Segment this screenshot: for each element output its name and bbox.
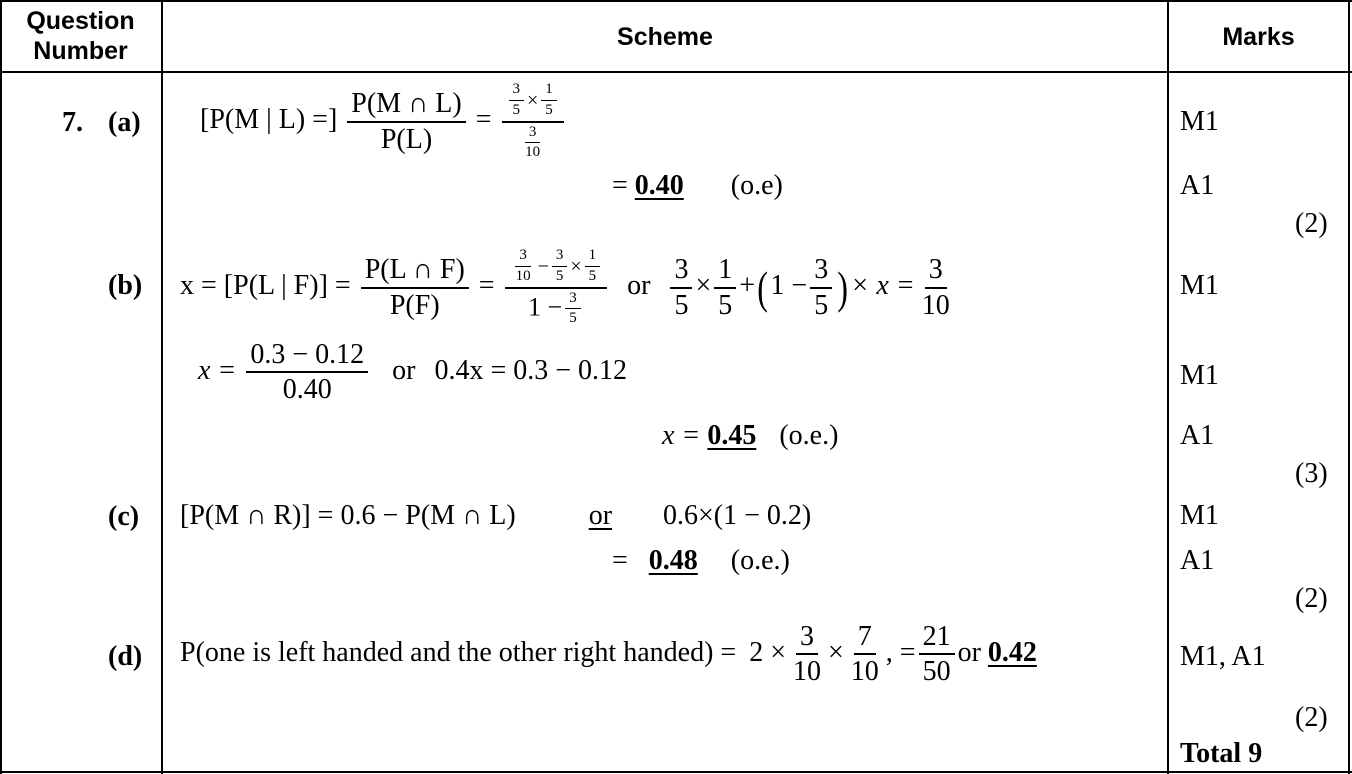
a-numeric-fraction: [502, 82, 564, 161]
b-numeric-numerator: [505, 248, 608, 289]
mark-c-m1: M1: [1180, 500, 1219, 531]
b-or: or: [627, 269, 651, 301]
a-small-den-left: 5: [512, 101, 521, 118]
b-alt-f2d: 5: [718, 289, 733, 321]
c-equals: =: [612, 545, 628, 576]
b-alt-result: [918, 255, 954, 320]
b-lhs: x = [P(L | F)] =: [180, 269, 351, 301]
b-alt-f3n: 3: [810, 255, 832, 288]
b-fraction-denominator: P(F): [389, 289, 440, 321]
a-small-num-left: 3: [509, 82, 525, 101]
b2-numerator: 0.3 − 0.12: [246, 340, 368, 373]
a-small-num-right: 1: [541, 82, 557, 101]
a-small-fraction-den: [521, 125, 544, 162]
b-d1: 10: [515, 267, 531, 284]
a-small-fraction-right: [541, 82, 557, 119]
b-alt-times: ×: [695, 269, 712, 301]
part-label-d: (d): [108, 641, 143, 672]
table-border-top: [0, 0, 1352, 2]
a-result-equals: =: [612, 170, 628, 201]
d-comma-eq: , =: [885, 636, 916, 668]
c-or: or: [588, 500, 613, 531]
scheme-b-line1: [180, 248, 957, 327]
b2-or: or: [392, 354, 416, 386]
a-equals: =: [475, 103, 492, 135]
b-numeric-denominator: [524, 289, 588, 328]
column-divider-marks: [1167, 0, 1169, 774]
d-f1d: 10: [792, 656, 821, 688]
mark-a-m1: M1: [1180, 106, 1219, 137]
b-alt-plus: +: [739, 269, 756, 301]
b-alt-f2n: 1: [714, 255, 736, 288]
c-answer: 0.48: [648, 545, 698, 576]
header-scheme: Scheme: [617, 23, 713, 51]
d-two-times: 2 ×: [749, 636, 786, 668]
b-alt-f1: [670, 255, 692, 320]
mark-b-subtotal: (3): [1295, 458, 1328, 489]
a-times: ×: [527, 89, 539, 112]
d-f2d: 10: [850, 656, 879, 688]
b-alt-f3: [810, 255, 832, 320]
c-lhs: [P(M ∩ R)] = 0.6 − P(M ∩ L): [180, 500, 516, 531]
d-f2n: 7: [854, 622, 876, 655]
d-f3n: 21: [919, 622, 955, 655]
table-border-bottom: [0, 771, 1352, 773]
d-answer: 0.42: [987, 636, 1037, 668]
mark-a-a1: A1: [1180, 170, 1215, 201]
b-alt-rd: 10: [921, 289, 950, 321]
d-f2: [847, 622, 883, 687]
a-answer: 0.40: [634, 170, 684, 201]
scheme-a-line1: [200, 82, 567, 161]
d-f1: [789, 622, 825, 687]
header-number-label: Number: [33, 37, 128, 65]
table-border-left: [0, 0, 2, 774]
mark-b-m1: M1: [1180, 270, 1219, 301]
a-fraction-numerator: P(M ∩ L): [347, 89, 465, 122]
b-alt-f1d: 5: [674, 289, 689, 321]
b-small-f3: [585, 248, 601, 285]
b-alt-paren-open: (: [757, 261, 769, 313]
b-n2: 3: [552, 248, 568, 267]
mark-c-a1: A1: [1180, 545, 1215, 576]
mark-a-subtotal: (2): [1295, 208, 1328, 239]
a-note: (o.e): [730, 170, 783, 201]
b-small-f1: [512, 248, 535, 285]
b-answer: 0.45: [707, 420, 757, 451]
b-den-left: 1 −: [528, 292, 563, 322]
part-label-b: (b): [108, 270, 143, 301]
b2-fraction: [246, 340, 368, 405]
scheme-b-line2: [198, 340, 627, 405]
mark-b-m1-second: M1: [1180, 360, 1219, 391]
part-label-a: (a): [108, 107, 141, 138]
header-question-label: Question: [26, 7, 135, 35]
header-divider: [0, 71, 1352, 73]
d-or: or: [957, 636, 981, 668]
b-alt-paren-close: ): [837, 261, 849, 313]
b-equals: =: [478, 269, 495, 301]
scheme-a-line2: [612, 170, 783, 202]
b-alt-one-minus: 1 −: [770, 269, 808, 301]
b-n3: 1: [585, 248, 601, 267]
b-n4: 3: [565, 291, 581, 310]
b-alt-f3d: 5: [814, 289, 829, 321]
a-small-den-den: 10: [525, 144, 541, 161]
scheme-d-line1: [180, 622, 1037, 687]
d-times: ×: [827, 636, 844, 668]
a-small-fraction-left: [509, 82, 525, 119]
a-main-fraction: [347, 89, 465, 154]
b-alt-f1n: 3: [670, 255, 692, 288]
c-alt: 0.6×(1 − 0.2): [663, 500, 812, 531]
b-d3: 5: [588, 267, 597, 284]
b-small-f4: [565, 291, 581, 328]
b-n1: 3: [515, 248, 531, 267]
table-border-right: [1348, 0, 1350, 774]
a-numeric-denominator: [514, 123, 551, 162]
b-d2: 5: [555, 267, 564, 284]
d-f3d: 50: [922, 656, 951, 688]
mark-c-subtotal: (2): [1295, 583, 1328, 614]
b-minus: −: [537, 255, 549, 278]
b-alt-f2: [714, 255, 736, 320]
b-main-fraction: [361, 255, 469, 320]
column-divider-question: [161, 0, 163, 774]
a-small-den-right: 5: [545, 101, 553, 118]
scheme-b-line3: [662, 420, 838, 452]
b-note: (o.e.): [779, 420, 839, 451]
a-numeric-numerator: [502, 82, 564, 123]
question-number: 7.: [62, 107, 83, 138]
b-alt-times-x: × x =: [850, 269, 915, 301]
header-question-number: [0, 6, 161, 66]
b-small-f2: [552, 248, 568, 285]
b2-denominator: 0.40: [282, 374, 332, 406]
b-times: ×: [570, 255, 582, 278]
scheme-c-line1: [180, 500, 811, 532]
mark-d-subtotal: (2): [1295, 702, 1328, 733]
scheme-c-line2: [612, 545, 790, 577]
mark-d-m1-a1: M1, A1: [1180, 641, 1266, 672]
header-marks: Marks: [1222, 23, 1295, 51]
a-fraction-denominator: P(L): [380, 123, 433, 155]
b-fraction-numerator: P(L ∩ F): [361, 255, 469, 288]
d-f1n: 3: [796, 622, 818, 655]
b-alt-rn: 3: [925, 255, 947, 288]
a-prefix: [P(M | L) =]: [200, 103, 338, 135]
b3-lhs: x =: [662, 420, 701, 451]
mark-b-a1: A1: [1180, 420, 1215, 451]
mark-total: Total 9: [1180, 738, 1263, 769]
b2-alt: 0.4x = 0.3 − 0.12: [434, 354, 628, 386]
b2-lhs: x =: [198, 354, 237, 386]
b-d4: 5: [569, 310, 577, 327]
part-label-c: (c): [108, 501, 140, 532]
d-f3: [919, 622, 955, 687]
b-numeric-fraction: [505, 248, 608, 327]
c-note: (o.e.): [730, 545, 790, 576]
a-small-den-num: 3: [525, 125, 541, 144]
d-text: P(one is left handed and the other right handed) =: [180, 636, 737, 668]
